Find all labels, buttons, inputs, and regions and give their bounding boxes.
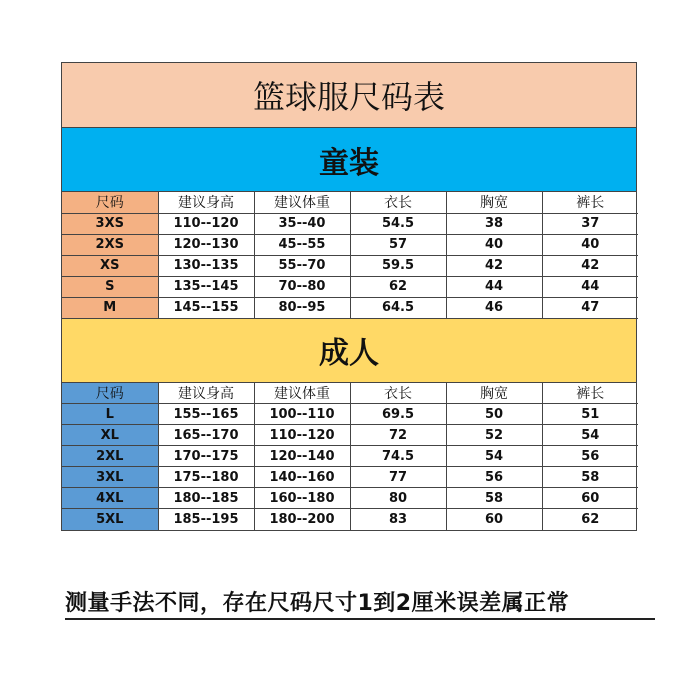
height-cell: 145--155 xyxy=(158,297,254,318)
length-cell: 74.5 xyxy=(350,446,446,467)
size-cell: XL xyxy=(62,425,158,446)
table-row xyxy=(62,255,638,276)
pants-cell: 42 xyxy=(542,255,638,276)
size-cell: 3XL xyxy=(62,467,158,488)
pants-cell: 58 xyxy=(542,467,638,488)
length-cell: 80 xyxy=(350,488,446,509)
weight-cell: 35--40 xyxy=(254,213,350,234)
header-chest: 胸宽 xyxy=(446,192,542,213)
length-cell: 64.5 xyxy=(350,297,446,318)
size-chart xyxy=(61,62,637,531)
chest-cell: 52 xyxy=(446,425,542,446)
chest-cell: 46 xyxy=(446,297,542,318)
chest-cell: 42 xyxy=(446,255,542,276)
chest-cell: 44 xyxy=(446,276,542,297)
weight-cell: 120--140 xyxy=(254,446,350,467)
size-cell: 4XL xyxy=(62,488,158,509)
length-cell: 54.5 xyxy=(350,213,446,234)
weight-cell: 100--110 xyxy=(254,404,350,425)
weight-cell: 80--95 xyxy=(254,297,350,318)
pants-cell: 60 xyxy=(542,488,638,509)
height-cell: 110--120 xyxy=(158,213,254,234)
chest-cell: 50 xyxy=(446,404,542,425)
height-cell: 175--180 xyxy=(158,467,254,488)
kids-size-table xyxy=(62,192,638,319)
size-cell: L xyxy=(62,404,158,425)
header-length: 衣长 xyxy=(350,192,446,213)
length-cell: 57 xyxy=(350,234,446,255)
chest-cell: 60 xyxy=(446,509,542,530)
kids-section-label: 童装 xyxy=(62,128,636,192)
adult-section-label: 成人 xyxy=(62,319,636,383)
table-row xyxy=(62,446,638,467)
height-cell: 185--195 xyxy=(158,509,254,530)
table-row xyxy=(62,404,638,425)
table-row xyxy=(62,276,638,297)
length-cell: 72 xyxy=(350,425,446,446)
header-chest: 胸宽 xyxy=(446,383,542,404)
adult-size-table xyxy=(62,383,638,530)
weight-cell: 70--80 xyxy=(254,276,350,297)
adult-header-row xyxy=(62,383,638,404)
table-row xyxy=(62,213,638,234)
chart-title: 篮球服尺码表 xyxy=(62,63,636,128)
length-cell: 69.5 xyxy=(350,404,446,425)
measurement-note: 测量手法不同，存在尺码尺寸1到2厘米误差属正常 xyxy=(65,586,655,620)
size-cell: M xyxy=(62,297,158,318)
pants-cell: 37 xyxy=(542,213,638,234)
length-cell: 77 xyxy=(350,467,446,488)
size-cell: S xyxy=(62,276,158,297)
pants-cell: 51 xyxy=(542,404,638,425)
height-cell: 135--145 xyxy=(158,276,254,297)
header-pants: 裤长 xyxy=(542,383,638,404)
weight-cell: 160--180 xyxy=(254,488,350,509)
chest-cell: 38 xyxy=(446,213,542,234)
header-size: 尺码 xyxy=(62,383,158,404)
header-height: 建议身高 xyxy=(158,192,254,213)
height-cell: 165--170 xyxy=(158,425,254,446)
weight-cell: 45--55 xyxy=(254,234,350,255)
length-cell: 62 xyxy=(350,276,446,297)
height-cell: 120--130 xyxy=(158,234,254,255)
weight-cell: 180--200 xyxy=(254,509,350,530)
pants-cell: 40 xyxy=(542,234,638,255)
header-weight: 建议体重 xyxy=(254,192,350,213)
weight-cell: 110--120 xyxy=(254,425,350,446)
size-cell: 2XS xyxy=(62,234,158,255)
weight-cell: 140--160 xyxy=(254,467,350,488)
header-length: 衣长 xyxy=(350,383,446,404)
size-cell: 2XL xyxy=(62,446,158,467)
weight-cell: 55--70 xyxy=(254,255,350,276)
height-cell: 180--185 xyxy=(158,488,254,509)
size-cell: 5XL xyxy=(62,509,158,530)
table-row xyxy=(62,297,638,318)
header-height: 建议身高 xyxy=(158,383,254,404)
table-row xyxy=(62,509,638,530)
chest-cell: 56 xyxy=(446,467,542,488)
table-row xyxy=(62,488,638,509)
chest-cell: 58 xyxy=(446,488,542,509)
size-cell: 3XS xyxy=(62,213,158,234)
header-pants: 裤长 xyxy=(542,192,638,213)
table-row xyxy=(62,467,638,488)
header-size: 尺码 xyxy=(62,192,158,213)
table-row xyxy=(62,234,638,255)
table-row xyxy=(62,425,638,446)
chest-cell: 40 xyxy=(446,234,542,255)
kids-header-row xyxy=(62,192,638,213)
chest-cell: 54 xyxy=(446,446,542,467)
size-cell: XS xyxy=(62,255,158,276)
header-weight: 建议体重 xyxy=(254,383,350,404)
length-cell: 83 xyxy=(350,509,446,530)
height-cell: 170--175 xyxy=(158,446,254,467)
height-cell: 155--165 xyxy=(158,404,254,425)
length-cell: 59.5 xyxy=(350,255,446,276)
pants-cell: 54 xyxy=(542,425,638,446)
pants-cell: 62 xyxy=(542,509,638,530)
pants-cell: 56 xyxy=(542,446,638,467)
pants-cell: 47 xyxy=(542,297,638,318)
height-cell: 130--135 xyxy=(158,255,254,276)
pants-cell: 44 xyxy=(542,276,638,297)
